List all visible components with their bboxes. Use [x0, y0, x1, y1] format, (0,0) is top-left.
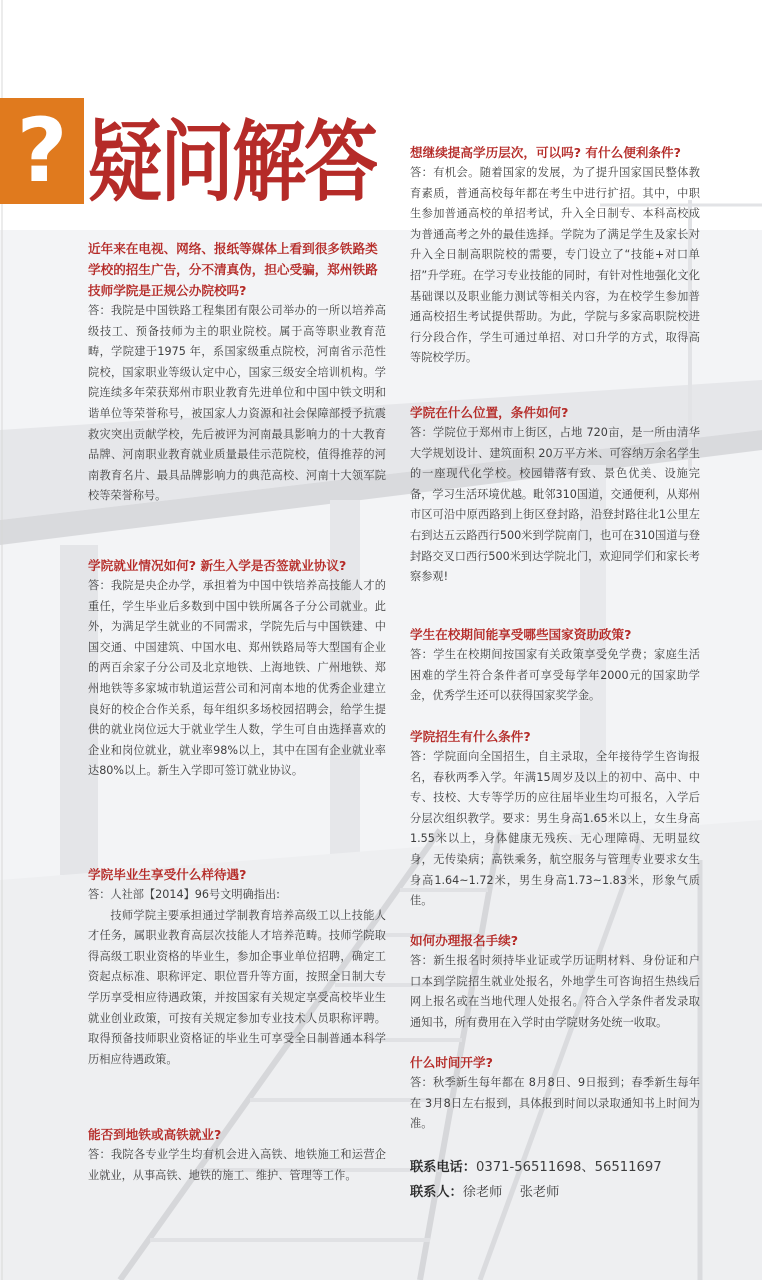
faq-item-metro-railway [88, 1124, 386, 1186]
faq-item-graduate-benefits [88, 864, 386, 1070]
contact-person-label: 联系人： [410, 1185, 463, 1200]
faq-answer: 答：我院是央企办学，承担着为中国中铁培养高技能人才的重任，学生毕业后多数到中国中铁所属各子分公司就业。此外，为满足学生就业的不同需求，学院先后与中国铁建、中国交通、中国建筑、中国水电、郑州铁路局等大型国有企业的两百余家子分公司及北京地铁、上海地铁、广州地铁、郑州地铁等多家城市轨道运营公司和河南本地的优秀企业建立良好的校企合作关系，每年组织多场校园招聘会，给学生提供的就业岗位远大于就业学生人数，学生可自由选择喜欢的企业和岗位就业，就业率98%以上，其中在国有企业就业率达80%以上。新生入学即可签订就业协议。 [88, 579, 386, 778]
faq-answer: 答：学院面向全国招生，自主录取，全年接待学生咨询报名，春秋两季入学。年满15周岁及以上的初中、高中、中专、技校、大专等学历的应往届毕业生均可报名，入学后分层次组织教学。要求：男生身高1.65米以上，女生身高1.55米以上，身体健康无残疾、无心理障碍、无明显纹身，无传染病；高铁乘务，航空服务与管理专业要求女生身高1.64~1.72米，男生身高1.73~1.83米，形象气质佳。 [410, 750, 700, 908]
contact-phone-number: 0371-56511698、56511697 [475, 1160, 662, 1175]
faq-question: 想继续提高学历层次，可以吗? 有什么便利条件? [410, 145, 681, 160]
faq-item-financial-aid [410, 624, 700, 707]
faq-question: 什么时间开学? [410, 1055, 493, 1070]
page-header [0, 92, 400, 222]
faq-question: 学生在校期间能享受哪些国家资助政策? [410, 627, 632, 642]
faq-question: 近年来在电视、网络、报纸等媒体上看到很多铁路类学校的招生广告，分不清真伪，担心受骗，郑州铁路技师学院是正规公办院校吗? [88, 241, 378, 298]
faq-answer: 答：人社部【2014】96号文明确指出: [88, 888, 280, 901]
contact-info [410, 1155, 700, 1205]
faq-item-location [410, 402, 700, 588]
question-mark-badge: ? [0, 98, 84, 204]
faq-question: 能否到地铁或高铁就业? [88, 1127, 222, 1142]
faq-answer: 答：我院各专业学生均有机会进入高铁、地铁施工和运营企业就业，从事高铁、地铁的施工、维护、管理等工作。 [88, 1148, 386, 1182]
faq-item-employment [88, 555, 386, 782]
faq-item-legitimacy [88, 238, 386, 507]
faq-question: 学院毕业生享受什么样待遇? [88, 867, 247, 882]
faq-answer: 答：学生在校期间按国家有关政策享受免学费；家庭生活困难的学生符合条件者可享受每学年2000元的国家助学金，优秀学生还可以获得国家奖学金。 [410, 648, 700, 703]
contact-phone-line [410, 1155, 700, 1180]
page-title: 疑问解答 [88, 112, 376, 214]
faq-answer: 答：有机会。随着国家的发展，为了提升国家国民整体教育素质，普通高校每年都在考生中进行扩招。其中，中职生参加普通高校的单招考试，升入全日制专、本科高校成为普通高考之外的最佳选择。学院为了满足学生及家长对升入全日制高职院校的需要，专门设立了“技能+对口单招”升学班。在学习专业技能的同时，有针对性地强化文化基础课以及职业能力测试等相关内容，为在校学生参加普通高校招生考试提供帮助。为此，学院与多家高职院校进行分段合作，学生可通过单招、对口升学的方式，取得高等院校学历。 [410, 166, 700, 365]
faq-item-registration [410, 930, 700, 1033]
faq-question: 学院招生有什么条件? [410, 729, 531, 744]
faq-item-admission-requirements [410, 726, 700, 912]
faq-answer: 答：我院是中国铁路工程集团有限公司举办的一所以培养高级技工、预备技师为主的职业院校。属于高等职业教育范畴，学院建于1975 年，系国家级重点院校，河南省示范性院校，国家职业等级认定中心，国家三级安全培训机构。学院连续多年荣获郑州市职业教育先进单位和中国中铁文明和谐单位等荣誉称号，被国家人力资源和社会保障部授予抗震救灾突出贡献学校，先后被评为河南最具影响力的十大教育品牌、河南职业教育就业质量最佳示范院校，值得推荐的河南教育名片、最具品牌影响力的典范高校、河南十大领军院校等荣誉称号。 [88, 304, 386, 503]
contact-person-names: 徐老师 张老师 [462, 1185, 560, 1200]
faq-answer-paragraph: 技师学院主要承担通过学制教育培养高级工以上技能人才任务，属职业教育高层次技能人才培养范畴。技师学院取得高级工职业资格的毕业生，参加企事业单位招聘，确定工资起点标准、职称评定、职位晋升等方面，按照全日制大专学历享受相应待遇政策，并按国家有关规定享受高校毕业生就业创业政策，可按有关规定参加专业技术人员职称评聘。取得预备技师职业资格证的毕业生可享受全日制普通本科学历相应待遇政策。 [88, 908, 386, 1066]
faq-answer: 答：学院位于郑州市上街区，占地 720亩，是一所由清华大学规划设计、建筑面积 20万平方米、可容纳万余名学生的一座现代化学校。校园错落有致、景色优美、设施完备，学习生活环境优越。毗邻310国道，交通便利，从郑州市区可沿中原西路到上街区登封路，沿登封路往北1公里左右到达五云路西行500米到学院南门，也可在310国道与登封路交叉口西行500米到达学院北门，欢迎同学们和家长考察参观! [410, 426, 700, 584]
faq-question: 如何办理报名手续? [410, 933, 519, 948]
faq-answer: 答：秋季新生每年都在 8月8日、9日报到；春季新生每年在 3月8日左右报到，具体报到时间以录取通知书上时间为准。 [410, 1076, 700, 1131]
faq-item-school-start [410, 1052, 700, 1135]
contact-phone-label: 联系电话： [410, 1160, 476, 1175]
faq-item-further-education [410, 142, 700, 369]
contact-person-line [410, 1180, 700, 1205]
faq-question: 学院在什么位置，条件如何? [410, 405, 569, 420]
faq-answer: 答：新生报名时须持毕业证或学历证明材料、身份证和户口本到学院招生就业处报名，外地学生可咨询招生热线后网上报名或在当地代理人处报名。符合入学条件者发录取通知书，所有费用在入学时由学院财务处统一收取。 [410, 954, 700, 1029]
faq-question: 学院就业情况如何? 新生入学是否签就业协议? [88, 558, 347, 573]
